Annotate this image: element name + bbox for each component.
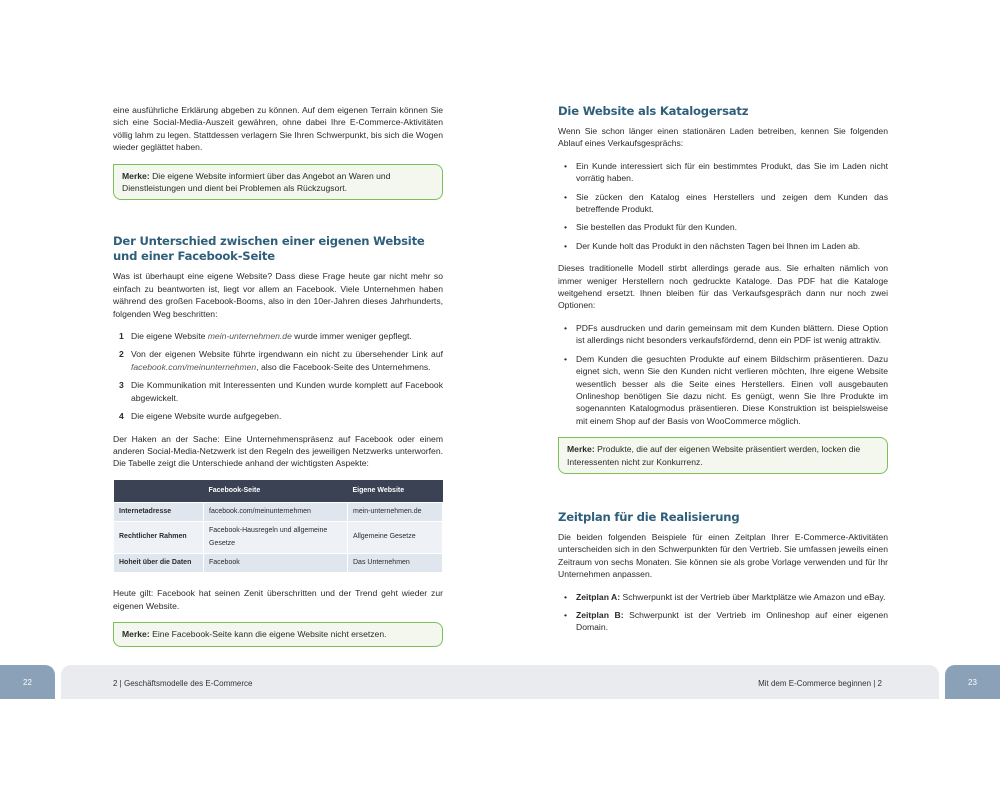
list-text: Sie zücken den Katalog eines Herstellers und zeigen dem Kunden das betreffende Produkt. (576, 191, 888, 215)
intro-paragraph: eine ausführliche Erklärung abgeben zu können. Auf dem eigenen Terrain können Sie sich eine Social-Media-Auszeit gewähren, ohne dabei Ihre E-Commerce-Aktivitäten völlig lahm zu legen. Stattdessen verlagern Sie Ihren Schwerpunkt, bis sich die Wogen wieder geglättet haben. (113, 105, 443, 153)
table-cell: mein-unternehmen.de (348, 502, 443, 521)
list-item (558, 609, 888, 634)
table-cell: Allgemeine Gesetze (348, 522, 443, 554)
bullet-list (558, 322, 888, 427)
list-number: 2 (119, 349, 124, 360)
table-cell: Hoheit über die Daten (114, 553, 204, 572)
section-heading: Der Unterschied zwischen einer eigenen Website und einer Facebook-Seite (113, 234, 425, 264)
note-text: Die eigene Website informiert über das Angebot an Waren und Dienstleistungen und dient bei Problemen als Rückzugsort. (122, 170, 391, 194)
comparison-table (113, 480, 443, 574)
list-text: Von der eigenen Website führte irgendwann ein nicht zu übersehender Link auf (131, 349, 443, 360)
table-row (114, 553, 443, 572)
table-header (114, 480, 204, 503)
list-item (113, 410, 443, 422)
paragraph: Wenn Sie schon länger einen stationären Laden betreiben, kennen Sie folgenden Ablauf eines Verkaufsgesprächs: (558, 126, 888, 149)
note-box (113, 622, 443, 646)
list-text: Die eigene Website (131, 331, 208, 342)
list-number: 4 (119, 411, 124, 422)
list-text: , also die Facebook-Seite des Unternehmens. (256, 361, 431, 372)
section-heading: Die Website als Katalogersatz (558, 104, 749, 118)
right-page-column (558, 104, 888, 644)
list-item (558, 322, 888, 347)
table-cell: facebook.com/meinunternehmen (204, 502, 348, 521)
list-text: PDFs ausdrucken und darin gemeinsam mit dem Kunden blättern. Diese Option ist allerdings nicht besonders verkaufsfördernd, denn ein PDF ist wenig attraktiv. (576, 322, 888, 346)
list-text: Sie bestellen das Produkt für den Kunden. (576, 222, 738, 233)
bullet-icon: • (564, 240, 568, 251)
list-text: wurde immer weniger gepflegt. (291, 331, 412, 342)
link-text[interactable]: facebook.com/meinunternehmen (131, 361, 257, 372)
list-text: Der Kunde holt das Produkt in den nächsten Tagen bei Ihnen im Laden ab. (576, 240, 861, 251)
bullet-icon: • (564, 353, 568, 364)
list-item (558, 353, 888, 427)
table-cell: Facebook-Hausregeln und allgemeine Gesetze (204, 522, 348, 554)
list-item (558, 591, 888, 603)
bullet-icon: • (564, 609, 568, 620)
list-item (558, 191, 888, 216)
list-text: Die eigene Website wurde aufgegeben. (131, 411, 282, 422)
table-cell: Das Unternehmen (348, 553, 443, 572)
note-box (558, 437, 888, 474)
list-text: Schwerpunkt ist der Vertrieb im Onlineshop auf einer eigenen Domain. (576, 609, 888, 633)
table-cell: Internetadresse (114, 502, 204, 521)
paragraph: Der Haken an der Sache: Eine Unternehmenspräsenz auf Facebook oder einem anderen Social-Media-Netzwerk ist den Regeln des jeweiligen Netzwerks unterworfen. Die Tabelle zeigt die Unterschiede anhand der wichtigsten Aspekte: (113, 433, 443, 469)
list-text: Dem Kunden die gesuchten Produkte auf einem Bildschirm präsentieren. Dazu eignet sich, wenn Sie den Kunden nicht verlieren möchten, Ihre eigene Website wesentlich besser als die Seite eines Herstellers. Einen voll ausgebauten Onlineshop benötigen Sie dazu nicht. Es genügt, wenn Sie Ihre Produkte im sogenannten Katalogmodus präsentieren. Diese Konstruktion ist beispielsweise mit einem Shop auf der Basis von WooCommerce möglich. (576, 353, 888, 426)
paragraph: Was ist überhaupt eine eigene Website? Dass diese Frage heute gar nicht mehr so einfach zu beantworten ist, liegt vor allem an Facebook. Viele Unternehmen haben während des großen Facebook-Booms, also in den 10er-Jahren dieses Jahrhunderts, folgenden Weg beschritten: (113, 271, 443, 319)
numbered-list (113, 330, 443, 422)
left-page-column (113, 104, 443, 657)
footer-chapter-left: 2 | Geschäftsmodelle des E-Commerce (113, 679, 253, 688)
plan-label: Zeitplan A: (576, 591, 621, 602)
page-number-left: 22 (0, 665, 55, 699)
list-item (113, 379, 443, 404)
bullet-icon: • (564, 160, 568, 171)
note-label: Merke: (122, 170, 150, 181)
table-cell: Rechtlicher Rahmen (114, 522, 204, 554)
paragraph: Dieses traditionelle Modell stirbt allerdings gerade aus. Sie erhalten nämlich von immer weniger Herstellern noch gedruckte Kataloge. Das PDF hat die Kataloge weitgehend ersetzt. Ihnen bleiben für das Verkaufsgespräch dann nur noch zwei Optionen: (558, 263, 888, 311)
bullet-icon: • (564, 191, 568, 202)
page-number-right: 23 (945, 665, 1000, 699)
table-header: Facebook-Seite (204, 480, 348, 503)
bullet-list (558, 160, 888, 252)
list-item (113, 348, 443, 373)
table-row (114, 502, 443, 521)
footer-chapter-right: Mit dem E-Commerce beginnen | 2 (758, 679, 882, 688)
section-heading: Zeitplan für die Realisierung (558, 509, 740, 524)
list-item (558, 160, 888, 185)
paragraph: Heute gilt: Facebook hat seinen Zenit überschritten und der Trend geht wieder zur eigenen Website. (113, 588, 443, 611)
note-label: Merke: (567, 444, 595, 455)
table-header: Eigene Website (348, 480, 443, 503)
note-text: Produkte, die auf der eigenen Website präsentiert werden, locken die Interessenten nicht zur Konkurrenz. (567, 444, 861, 467)
table-row (114, 522, 443, 554)
bullet-list (558, 591, 888, 634)
bullet-icon: • (564, 591, 568, 602)
list-item (558, 240, 888, 252)
list-number: 3 (119, 380, 124, 391)
list-item (113, 330, 443, 342)
bullet-icon: • (564, 222, 568, 233)
plan-label: Zeitplan B: (576, 609, 624, 620)
note-label: Merke: (122, 629, 150, 640)
note-box (113, 164, 443, 201)
paragraph: Die beiden folgenden Beispiele für einen Zeitplan Ihrer E-Commerce-Aktivitäten unterscheiden sich in den Schwerpunkten für den Vertrieb. Sie umfassen jeweils einen Zeitraum von sechs Monaten. Sie können sie als grobe Vorlage verwenden und für Ihr Unternehmen anpassen. (558, 531, 888, 580)
list-number: 1 (119, 331, 124, 342)
note-text: Eine Facebook-Seite kann die eigene Website nicht ersetzen. (149, 629, 387, 640)
list-text: Ein Kunde interessiert sich für ein bestimmtes Produkt, das Sie im Laden nicht vorrätig haben. (576, 160, 888, 184)
list-item (558, 221, 888, 233)
table-cell: Facebook (204, 553, 348, 572)
table-header-row (114, 480, 443, 503)
list-text: Die Kommunikation mit Interessenten und Kunden wurde komplett auf Facebook abgewickelt. (131, 380, 443, 403)
link-text[interactable]: mein-unternehmen.de (207, 331, 292, 342)
list-text: Schwerpunkt ist der Vertrieb über Marktplätze wie Amazon und eBay. (620, 591, 886, 602)
bullet-icon: • (564, 322, 568, 333)
